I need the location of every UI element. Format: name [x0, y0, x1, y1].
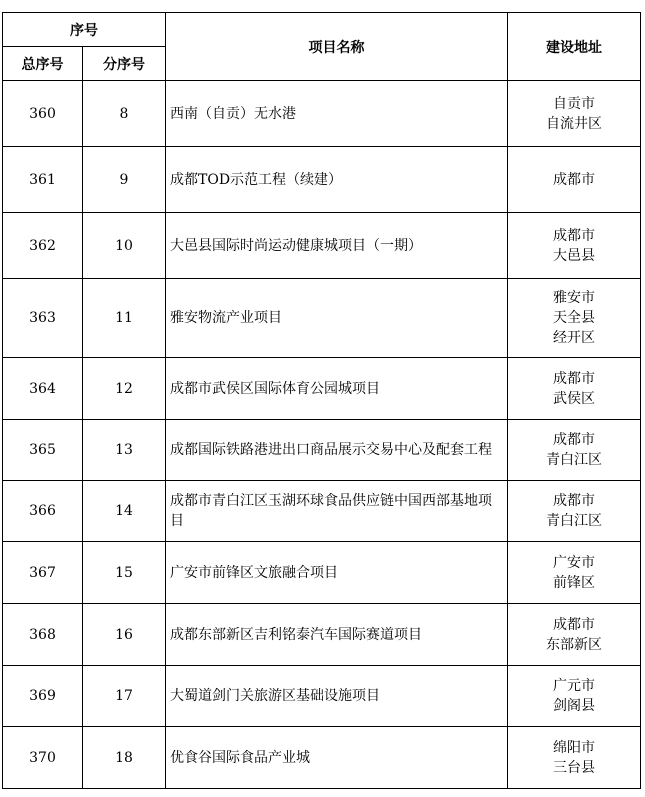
cell-location	[508, 481, 641, 542]
location-line: 绵阳市	[553, 739, 595, 756]
cell-location	[508, 727, 641, 789]
table-header	[3, 13, 641, 81]
location-line: 广安市	[553, 554, 595, 571]
table-row	[3, 213, 641, 279]
location-line: 武侯区	[553, 390, 595, 407]
cell-location	[508, 279, 641, 358]
cell-sub-serial: 8	[83, 81, 166, 147]
cell-sub-serial: 13	[83, 420, 166, 481]
cell-sub-serial: 14	[83, 481, 166, 542]
cell-total-serial: 369	[3, 666, 83, 727]
cell-total-serial: 368	[3, 604, 83, 666]
location-line: 成都市	[553, 227, 595, 244]
cell-sub-serial: 12	[83, 358, 166, 420]
cell-sub-serial: 17	[83, 666, 166, 727]
location-line: 三台县	[553, 759, 595, 776]
location-line: 经开区	[553, 330, 595, 346]
table-row	[3, 81, 641, 147]
header-location: 建设地址	[508, 13, 641, 81]
cell-project-name: 西南（自贡）无水港	[166, 81, 508, 147]
location-line: 天全县	[553, 310, 595, 326]
cell-sub-serial: 10	[83, 213, 166, 279]
cell-total-serial: 365	[3, 420, 83, 481]
location-line: 前锋区	[553, 574, 595, 591]
table-row	[3, 358, 641, 420]
location-line: 成都市	[553, 616, 595, 633]
location-line: 剑阁县	[553, 698, 595, 714]
cell-total-serial: 361	[3, 147, 83, 213]
table-row	[3, 666, 641, 727]
cell-project-name: 成都市武侯区国际体育公园城项目	[166, 358, 508, 420]
header-serial-group: 序号	[3, 13, 166, 47]
table-row	[3, 481, 641, 542]
cell-project-name: 成都国际铁路港进出口商品展示交易中心及配套工程	[166, 420, 508, 481]
header-project-name: 项目名称	[166, 13, 508, 81]
cell-project-name: 成都市青白江区玉湖环球食品供应链中国西部基地项目	[166, 481, 508, 542]
location-line: 大邑县	[553, 247, 595, 264]
cell-total-serial: 362	[3, 213, 83, 279]
cell-location	[508, 213, 641, 279]
table-row	[3, 147, 641, 213]
cell-total-serial: 367	[3, 542, 83, 604]
location-line: 自流井区	[546, 115, 602, 132]
cell-sub-serial: 15	[83, 542, 166, 604]
cell-location	[508, 604, 641, 666]
cell-project-name: 大邑县国际时尚运动健康城项目（一期）	[166, 213, 508, 279]
location-line: 雅安市	[553, 290, 595, 306]
cell-total-serial: 370	[3, 727, 83, 789]
cell-location	[508, 542, 641, 604]
location-line: 成都市	[553, 171, 595, 188]
table-body	[3, 81, 641, 789]
cell-location	[508, 358, 641, 420]
table-row	[3, 542, 641, 604]
cell-total-serial: 364	[3, 358, 83, 420]
location-line: 东部新区	[546, 636, 602, 653]
cell-project-name: 成都TOD示范工程（续建）	[166, 147, 508, 213]
location-line: 青白江区	[546, 513, 602, 529]
cell-sub-serial: 16	[83, 604, 166, 666]
cell-location	[508, 666, 641, 727]
cell-project-name: 大蜀道剑门关旅游区基础设施项目	[166, 666, 508, 727]
project-table	[2, 12, 641, 789]
header-total-serial: 总序号	[3, 47, 83, 81]
cell-project-name: 优食谷国际食品产业城	[166, 727, 508, 789]
table-row	[3, 727, 641, 789]
location-line: 成都市	[553, 493, 595, 509]
cell-project-name: 广安市前锋区文旅融合项目	[166, 542, 508, 604]
cell-location	[508, 420, 641, 481]
cell-sub-serial: 18	[83, 727, 166, 789]
location-line: 青白江区	[546, 452, 602, 468]
cell-total-serial: 360	[3, 81, 83, 147]
table-row	[3, 420, 641, 481]
location-line: 成都市	[553, 370, 595, 387]
cell-location	[508, 81, 641, 147]
cell-total-serial: 363	[3, 279, 83, 358]
location-line: 自贡市	[553, 95, 595, 112]
cell-total-serial: 366	[3, 481, 83, 542]
table-row	[3, 604, 641, 666]
location-line: 成都市	[553, 432, 595, 448]
header-sub-serial: 分序号	[83, 47, 166, 81]
cell-project-name: 成都东部新区吉利铭泰汽车国际赛道项目	[166, 604, 508, 666]
cell-project-name: 雅安物流产业项目	[166, 279, 508, 358]
location-line: 广元市	[553, 678, 595, 694]
cell-sub-serial: 9	[83, 147, 166, 213]
table-row	[3, 279, 641, 358]
cell-location	[508, 147, 641, 213]
cell-sub-serial: 11	[83, 279, 166, 358]
